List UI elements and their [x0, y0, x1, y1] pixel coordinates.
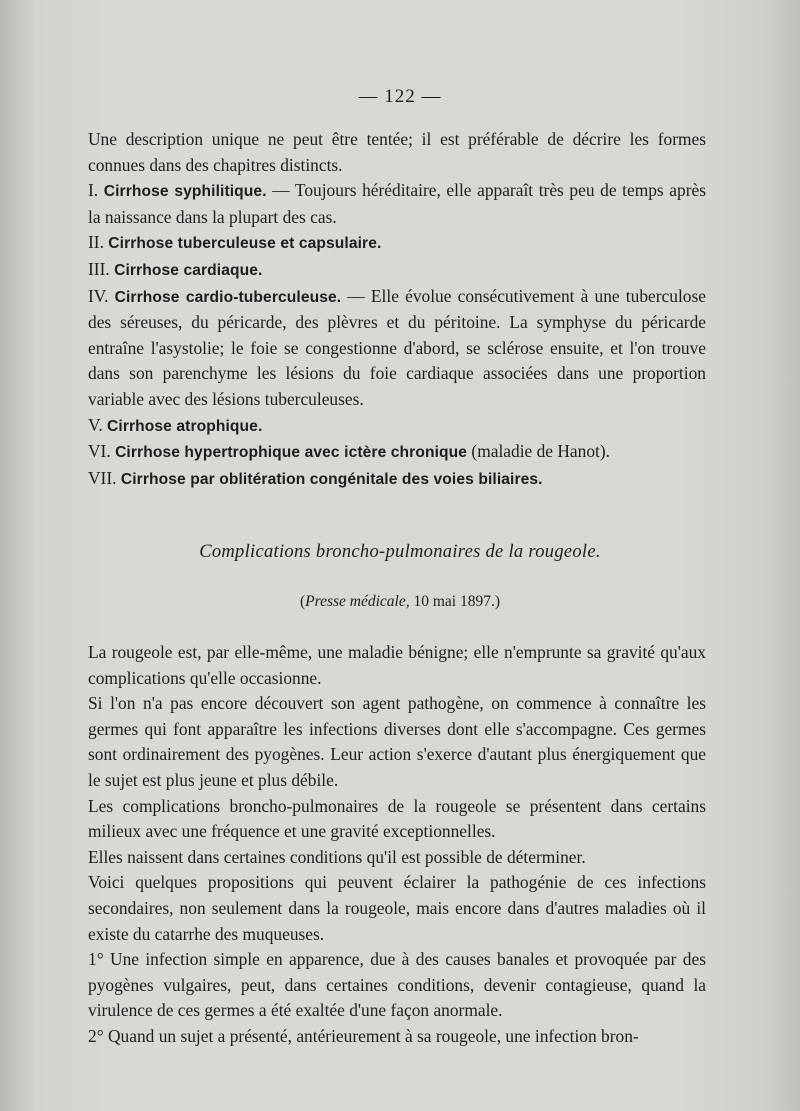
item-hypertrophique — [88, 439, 706, 466]
body-paragraph: Les complications broncho-pulmonaires de la rougeole se présentent dans certains milieux avec une fréquence et une gravité exceptionnelles. — [88, 795, 706, 842]
body-paragraph: Si l'on n'a pas encore découvert son agent pathogène, on commence à connaître les germes qui font apparaître les infections diverses dont elle s'accompagne. Ces germes sont ordinairement des pyogènes. Leur action s'exerce d'autant plus énergiquement que le sujet est plus jeune et plus débile. — [88, 693, 706, 790]
item-cardiaque — [88, 257, 706, 284]
item-title: Cirrhose syphilitique. — [103, 183, 267, 201]
item-number: VII. — [88, 467, 117, 488]
body-paragraph: La rougeole est, par elle-même, une maladie bénigne; elle n'emprunte sa gravité qu'aux complications qu'elle occasionne. — [88, 642, 706, 688]
body-paragraph: 2° Quand un sujet a présenté, antérieurement à sa rougeole, une infection bron- — [88, 1025, 639, 1046]
article-heading: Complications broncho-pulmonaires de la rougeole. — [199, 542, 601, 562]
item-number: II. — [88, 232, 104, 253]
item-number: IV. — [88, 285, 109, 306]
source-date: 10 mai 1897. — [409, 593, 495, 610]
item-title: Cirrhose tuberculeuse et capsulaire. — [108, 235, 382, 253]
item-obliteration — [88, 466, 706, 493]
body-paragraph: 1° Une infection simple en apparence, due à des causes banales et provoquée par des pyogènes vulgaires, peut, dans certaines conditions, devenir contagieuse, quand la virulence de ces germes a été exaltée d'une façon anormale. — [88, 949, 706, 1021]
body-paragraph: Voici quelques propositions qui peuvent éclairer la pathogénie de ces infections secondaires, non seulement dans la rougeole, mais encore dans d'autres maladies où il existe du catarrhe des muqueuses. — [88, 872, 706, 944]
item-syphilitique — [88, 178, 706, 230]
source-journal: Presse médicale, — [305, 593, 410, 610]
item-title: Cirrhose atrophique. — [107, 417, 263, 435]
item-text: (maladie de Hanot). — [467, 441, 610, 462]
item-title: Cirrhose hypertrophique avec ictère chronique — [115, 444, 468, 462]
item-cardio-tuberculeuse — [88, 284, 706, 413]
item-text: — Toujours héréditaire, elle apparaît très peu de temps après la naissance dans la plupart des cas. — [88, 180, 706, 227]
item-title: Cirrhose par oblitération congénitale des voies biliaires. — [120, 470, 543, 488]
item-atrophique — [88, 413, 706, 440]
item-number: I. — [88, 180, 99, 201]
article-body — [88, 640, 706, 1050]
body-paragraph: Elles naissent dans certaines conditions qu'il est possible de déterminer. — [88, 846, 586, 867]
item-number: VI. — [88, 441, 111, 462]
item-title: Cirrhose cardio-tuberculeuse. — [114, 288, 342, 306]
item-title: Cirrhose cardiaque. — [114, 261, 263, 279]
intro-paragraph: Une description unique ne peut être tentée; il est préférable de décrire les formes connues dans des chapitres distincts. — [88, 129, 706, 175]
cirrhosis-section — [88, 127, 706, 492]
page-number: — 122 — — [358, 86, 442, 107]
item-number: V. — [88, 414, 103, 435]
item-text: — Elle évolue consécutivement à une tuberculose des séreuses, du péricarde, des plèvres et du péritoine. La symphyse du péricarde entraîne l'asystolie; le foie se congestionne d'abord, se sclérose ensuite, et l'on trouve dans son parenchyme les lésions du foie cardiaque associées dans une proportion variable avec des lésions tuberculeuses. — [88, 285, 706, 409]
item-number: III. — [88, 258, 110, 279]
item-tuberculeuse — [88, 230, 706, 257]
article-source: (Presse médicale, 10 mai 1897.) — [299, 593, 501, 610]
